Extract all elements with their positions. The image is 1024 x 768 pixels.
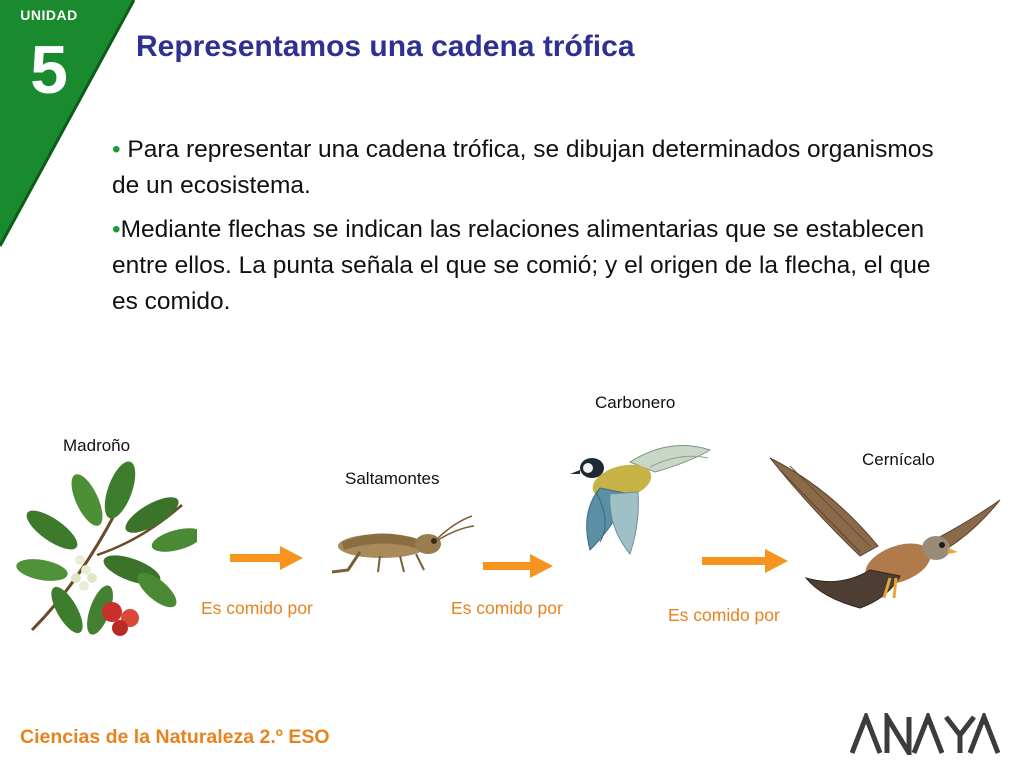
arrow-right-icon xyxy=(230,545,305,571)
body-text xyxy=(112,132,942,328)
saltamontes-image xyxy=(320,512,475,577)
arrow-right-icon xyxy=(702,548,790,574)
unit-label: UNIDAD xyxy=(20,7,78,23)
relation-label-1: Es comido por xyxy=(201,598,313,618)
anaya-logo xyxy=(850,713,1000,755)
bullet-paragraph-2 xyxy=(112,212,942,320)
footer-course-title: Ciencias de la Naturaleza 2.º ESO xyxy=(20,726,330,748)
bullet-marker: • xyxy=(112,136,121,163)
cernicalo-image xyxy=(760,448,1005,623)
organism-label-madrono: Madroño xyxy=(63,436,131,455)
bullet-paragraph-1 xyxy=(112,132,942,204)
madrono-image xyxy=(12,460,197,645)
organism-label-cernicalo: Cernícalo xyxy=(862,450,935,469)
bullet-text-2: Mediante flechas se indican las relaciones alimentarias que se establecen entre ellos. La punta señala el que se comió; y el origen de la flecha, el que es comido. xyxy=(112,216,931,315)
page-title: Representamos una cadena trófica xyxy=(136,30,635,63)
arrow-right-icon xyxy=(483,553,555,579)
bullet-text-1: Para representar una cadena trófica, se dibujan determinados organismos de un ecosistema. xyxy=(112,136,934,199)
carbonero-image xyxy=(560,432,715,557)
unit-number: 5 xyxy=(30,32,68,108)
bullet-marker: • xyxy=(112,216,121,243)
relation-label-3: Es comido por xyxy=(668,605,780,625)
relation-label-2: Es comido por xyxy=(451,598,563,618)
organism-label-carbonero: Carbonero xyxy=(595,393,676,412)
organism-label-saltamontes: Saltamontes xyxy=(345,469,440,488)
